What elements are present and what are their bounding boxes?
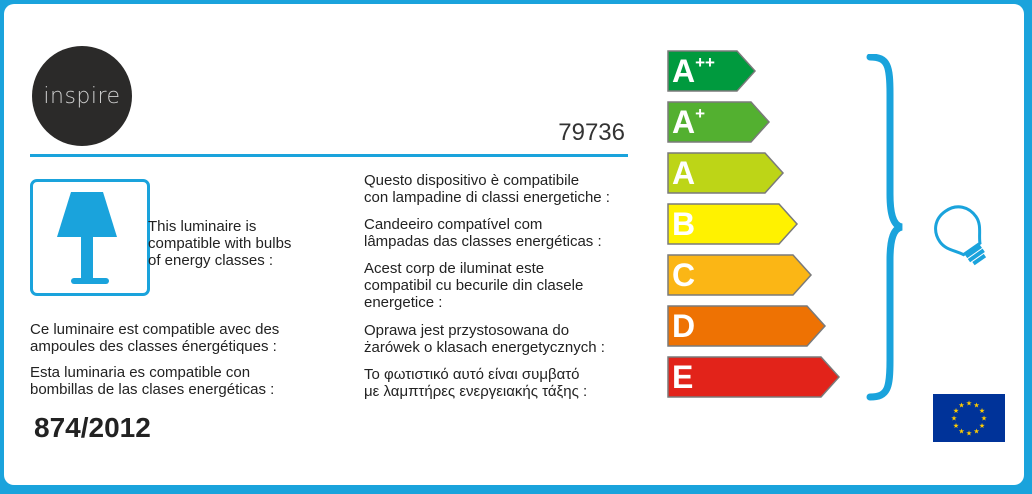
product-code: 79736: [558, 119, 625, 146]
text-el: Το φωτιστικό αυτό είναι συμβατό με λαμπτήρες ενεργειακής τάξης :: [364, 366, 588, 400]
brand-logo-text: inspire: [43, 84, 121, 109]
text-es: Esta luminaria es compatible con bombillas de las clases energéticas :: [30, 364, 275, 398]
text-pl: Oprawa jest przystosowana do żarówek o klasach energetycznych :: [364, 322, 605, 356]
svg-text:★: ★: [980, 415, 988, 423]
svg-text:★: ★: [973, 402, 980, 410]
energy-class-arrow: [667, 254, 813, 296]
table-lamp-icon: [30, 179, 150, 296]
energy-class-arrow: [667, 203, 799, 245]
svg-text:★: ★: [965, 430, 973, 438]
svg-text:★: ★: [952, 408, 960, 415]
energy-class-letter: C: [672, 257, 696, 293]
svg-text:★: ★: [958, 428, 965, 436]
light-bulb-icon: [922, 200, 1002, 275]
energy-class-letter: D: [672, 308, 696, 344]
energy-class-arrow: [667, 152, 785, 194]
energy-label-card: [4, 4, 1024, 485]
text-en: This luminaire is compatible with bulbs of energy classes :: [148, 218, 292, 269]
text-pt: Candeeiro compatível com lâmpadas das classes energéticas :: [364, 216, 602, 250]
text-ro: Acest corp de iluminat este compatibil cu becurile din clasele energetice :: [364, 260, 584, 311]
svg-text:★: ★: [978, 423, 986, 430]
energy-class-arrow: [667, 356, 841, 398]
energy-class-arrow: [667, 101, 771, 143]
svg-text:★: ★: [978, 408, 986, 415]
svg-text:★: ★: [965, 400, 973, 408]
text-fr: Ce luminaire est compatible avec des ampoules des classes énergétiques :: [30, 321, 280, 355]
brand-logo: [32, 46, 132, 146]
divider-line: [30, 154, 628, 157]
svg-text:★: ★: [973, 428, 980, 436]
svg-text:★: ★: [958, 402, 965, 410]
regulation-number: 874/2012: [34, 412, 151, 443]
text-it: Questo dispositivo è compatibile con lampadine di classi energetiche :: [364, 172, 610, 206]
energy-class-letter: B: [672, 206, 696, 242]
energy-class-letter: A: [672, 155, 696, 191]
eu-flag-icon: [933, 394, 1005, 442]
energy-class-arrow: [667, 305, 827, 347]
svg-text:★: ★: [952, 423, 960, 430]
energy-class-letter: E: [672, 359, 694, 395]
energy-class-letter: A+: [672, 104, 706, 140]
energy-class-letter: A++: [672, 53, 715, 89]
curly-brace-icon: [866, 54, 906, 409]
energy-class-arrow: [667, 50, 757, 92]
svg-text:★: ★: [950, 415, 958, 423]
